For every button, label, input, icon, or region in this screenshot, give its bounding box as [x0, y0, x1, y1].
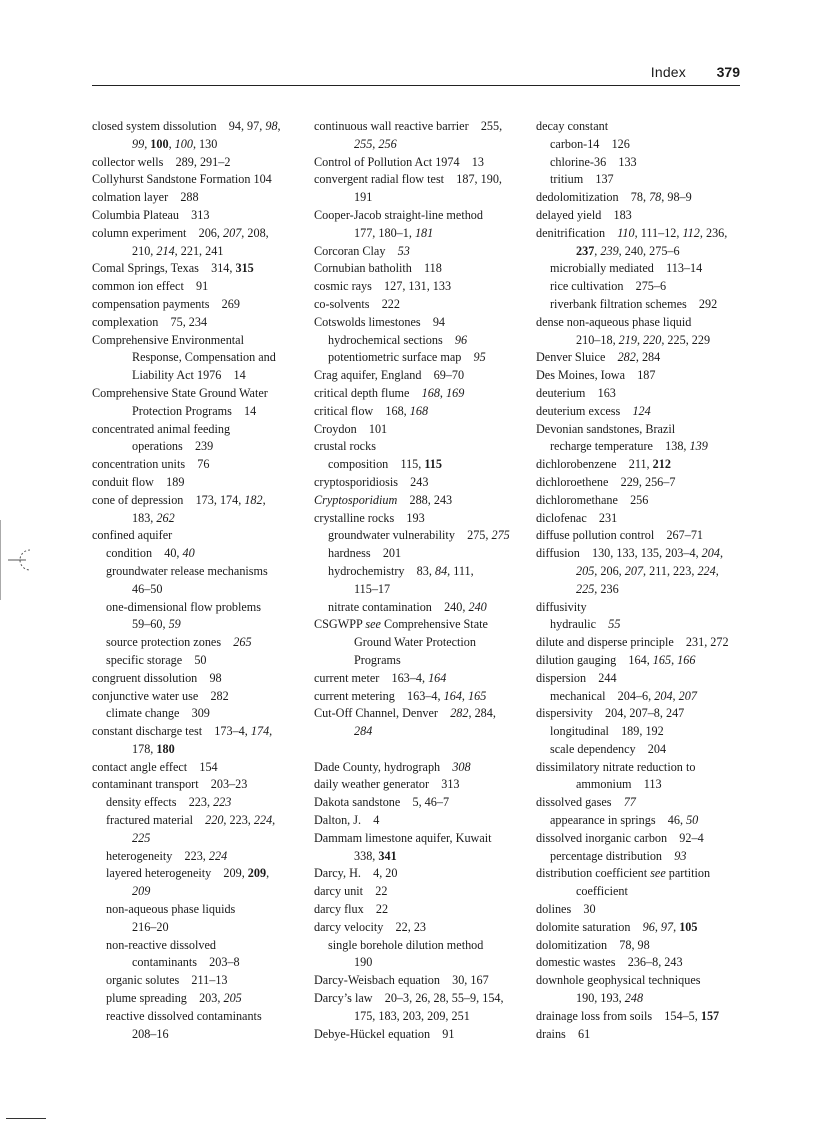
index-entry: concentrated animal feeding operations 239 [92, 421, 231, 454]
index-entry: Dakota sandstone 5, 46–7 [314, 795, 450, 810]
index-entry: dissimilatory nitrate reduction to ammonium 113 [536, 759, 696, 792]
index-entry: co-solvents 222 [314, 296, 400, 311]
index-subentry: hydraulic 55 [550, 617, 621, 632]
index-entry: colmation layer 288 [92, 190, 199, 205]
index-entry: darcy flux 22 [314, 902, 389, 917]
index-entry: diffusion 130, 133, 135, 203–4, 204, 205, 206, 207, 211, 223, 224, 225, 236 [536, 546, 723, 596]
index-entry: Darcy-Weisbach equation 30, 167 [314, 973, 489, 988]
index-entry: crustal rocks [314, 439, 376, 454]
index-entry: Collyhurst Sandstone Formation 104 [92, 172, 272, 187]
index-entry: dolomitization 78, 98 [536, 937, 650, 952]
index-subentry: climate change 309 [106, 706, 210, 721]
index-entry: closed system dissolution 94, 97, 98, 99, 100, 100, 130 [92, 119, 281, 151]
index-subentry: organic solutes 211–13 [106, 973, 228, 988]
index-subentry: reactive dissolved contaminants 208–16 [106, 1008, 262, 1041]
page-number: 379 [716, 64, 740, 80]
index-entry: confined aquifer [92, 528, 173, 543]
index-entry: current meter 163–4, 164 [314, 670, 447, 685]
index-subentry: hydrochemistry 83, 84, 111, 115–17 [328, 563, 474, 596]
index-entry: dissolved gases 77 [536, 795, 636, 810]
index-subentry: hydrochemical sections 96 [328, 332, 468, 347]
index-entry: Darcy’s law 20–3, 26, 28, 55–9, 154, 175, 183, 203, 209, 251 [314, 991, 504, 1023]
index-entry: critical depth flume 168, 169 [314, 385, 465, 400]
index-entry: dichloroethene 229, 256–7 [536, 474, 676, 489]
index-entry: cosmic rays 127, 131, 133 [314, 279, 452, 294]
index-entry: diffuse pollution control 267–71 [536, 528, 704, 543]
index-entry: distribution coefficient see partition coefficient [536, 866, 711, 899]
section-gap [314, 741, 524, 759]
index-entry: Cornubian batholith 118 [314, 261, 442, 276]
index-subentry: scale dependency 204 [550, 741, 667, 756]
index-subentry: longitudinal 189, 192 [550, 724, 664, 739]
index-entry: downhole geophysical techniques 190, 193, 248 [536, 973, 701, 1006]
index-entry: dilute and disperse principle 231, 272 [536, 635, 729, 650]
index-subentry: tritium 137 [550, 172, 614, 187]
index-entry: deuterium excess 124 [536, 403, 651, 418]
index-entry: diffusivity [536, 599, 587, 614]
index-entry: deuterium 163 [536, 385, 616, 400]
index-entry: congruent dissolution 98 [92, 670, 222, 685]
index-entry: Cut-Off Channel, Denver 282, 284, 284 [314, 706, 496, 739]
index-entry: Des Moines, Iowa 187 [536, 368, 656, 383]
index-entry: dilution gauging 164, 165, 166 [536, 652, 696, 667]
index-subentry: recharge temperature 138, 139 [550, 439, 708, 454]
index-entry: continuous wall reactive barrier 255, 255, 256 [314, 119, 503, 151]
index-subentry: carbon-14 126 [550, 136, 630, 151]
index-entry: Dammam limestone aquifer, Kuwait 338, 341 [314, 830, 492, 863]
index-entry: dedolomitization 78, 78, 98–9 [536, 190, 692, 205]
index-subentry: non-aqueous phase liquids 216–20 [106, 902, 236, 934]
index-subentry: plume spreading 203, 205 [106, 991, 242, 1006]
index-subentry: riverbank filtration schemes 292 [550, 296, 718, 311]
index-entry: Corcoran Clay 53 [314, 243, 410, 258]
index-entry: Dalton, J. 4 [314, 813, 380, 828]
crop-mark-icon [0, 520, 40, 600]
index-entry: concentration units 76 [92, 457, 210, 472]
index-subentry: potentiometric surface map 95 [328, 350, 486, 365]
index-entry: contact angle effect 154 [92, 759, 218, 774]
index-entry: Croydon 101 [314, 421, 388, 436]
index-subentry: nitrate contamination 240, 240 [328, 599, 487, 614]
index-subentry: fractured material 220, 223, 224, 225 [106, 813, 276, 845]
index-entry: Cooper-Jacob straight-line method 177, 180–1, 181 [314, 207, 483, 240]
index-entry: Columbia Plateau 313 [92, 207, 210, 222]
index-column-2 [314, 118, 524, 1043]
index-subentry: density effects 223, 223 [106, 795, 232, 810]
index-entry: drains 61 [536, 1026, 591, 1041]
index-entry: Cryptosporidium 288, 243 [314, 492, 453, 507]
index-entry: dense non-aqueous phase liquid 210–18, 219, 220, 225, 229 [536, 314, 711, 347]
index-entry: CSGWPP see Comprehensive State Ground Water Protection Programs [314, 617, 488, 667]
index-entry: Denver Sluice 282, 284 [536, 350, 661, 365]
index-entry: dolomite saturation 96, 97, 105 [536, 919, 698, 934]
index-subentry: composition 115, 115 [328, 457, 442, 472]
index-subentry: condition 40, 40 [106, 546, 195, 561]
index-entry: Comal Springs, Texas 314, 315 [92, 261, 254, 276]
header-rule [92, 85, 740, 86]
index-entry: Cotswolds limestones 94 [314, 314, 446, 329]
index-subentry: chlorine-36 133 [550, 154, 637, 169]
index-entry: Comprehensive State Ground Water Protection Programs 14 [92, 385, 268, 418]
index-subentry: groundwater release mechanisms 46–50 [106, 563, 268, 596]
index-entry: dispersion 244 [536, 670, 617, 685]
index-subentry: groundwater vulnerability 275, 275 [328, 528, 510, 543]
index-entry: critical flow 168, 168 [314, 403, 429, 418]
index-entry: collector wells 289, 291–2 [92, 154, 231, 169]
index-entry: dissolved inorganic carbon 92–4 [536, 830, 704, 845]
index-entry: daily weather generator 313 [314, 777, 460, 792]
index-column-3 [536, 118, 742, 1043]
index-subentry: non-reactive dissolved contaminants 203–8 [106, 937, 240, 970]
index-entry: conjunctive water use 282 [92, 688, 229, 703]
index-entry: common ion effect 91 [92, 279, 209, 294]
index-entry: Crag aquifer, England 69–70 [314, 368, 465, 383]
index-entry: compensation payments 269 [92, 296, 240, 311]
index-subentry: one-dimensional flow problems 59–60, 59 [106, 599, 262, 632]
index-entry: Devonian sandstones, Brazil [536, 421, 676, 436]
index-subentry: heterogeneity 223, 224 [106, 848, 228, 863]
index-entry: column experiment 206, 207, 208, 210, 214, 221, 241 [92, 225, 269, 258]
index-subentry: specific storage 50 [106, 652, 207, 667]
index-entry: Darcy, H. 4, 20 [314, 866, 398, 881]
index-entry: cryptosporidiosis 243 [314, 474, 429, 489]
index-entry: Comprehensive Environmental Response, Compensation and Liability Act 1976 14 [92, 332, 276, 383]
index-entry: domestic wastes 236–8, 243 [536, 955, 683, 970]
index-subentry: microbially mediated 113–14 [550, 261, 703, 276]
index-subentry: source protection zones 265 [106, 635, 252, 650]
index-entry: darcy velocity 22, 23 [314, 919, 427, 934]
index-entry: current metering 163–4, 164, 165 [314, 688, 487, 703]
index-entry: Debye-Hückel equation 91 [314, 1026, 455, 1041]
index-entry: crystalline rocks 193 [314, 510, 425, 525]
index-entry: constant discharge test 173–4, 174, 178, 180 [92, 724, 273, 756]
index-entry: dolines 30 [536, 902, 596, 917]
index-entry: cone of depression 173, 174, 182, 183, 262 [92, 492, 266, 525]
index-subentry: mechanical 204–6, 204, 207 [550, 688, 697, 703]
index-entry: Dade County, hydrograph 308 [314, 759, 471, 774]
index-entry: complexation 75, 234 [92, 314, 208, 329]
index-entry: delayed yield 183 [536, 207, 632, 222]
running-title: Index [650, 64, 686, 80]
index-subentry: percentage distribution 93 [550, 848, 687, 863]
index-entry: diclofenac 231 [536, 510, 618, 525]
bottom-trim-mark [6, 1118, 46, 1119]
index-entry: conduit flow 189 [92, 474, 185, 489]
index-entry: darcy unit 22 [314, 884, 388, 899]
index-subentry: appearance in springs 46, 50 [550, 813, 699, 828]
index-entry: drainage loss from soils 154–5, 157 [536, 1008, 720, 1023]
index-column-1 [92, 118, 304, 1043]
index-subentry: single borehole dilution method 190 [328, 937, 484, 970]
index-entry: dichloromethane 256 [536, 492, 649, 507]
index-entry: convergent radial flow test 187, 190, 191 [314, 172, 502, 205]
index-subentry: hardness 201 [328, 546, 402, 561]
index-entry: dispersivity 204, 207–8, 247 [536, 706, 685, 721]
index-entry: dichlorobenzene 211, 212 [536, 457, 671, 472]
index-subentry: layered heterogeneity 209, 209, 209 [106, 866, 270, 899]
index-entry: decay constant [536, 119, 609, 133]
running-header [92, 64, 740, 84]
index-entry: Control of Pollution Act 1974 13 [314, 154, 484, 169]
index-entry: denitrification 110, 111–12, 112, 236, 237, 239, 240, 275–6 [536, 225, 728, 258]
index-entry: contaminant transport 203–23 [92, 777, 248, 792]
index-subentry: rice cultivation 275–6 [550, 279, 667, 294]
